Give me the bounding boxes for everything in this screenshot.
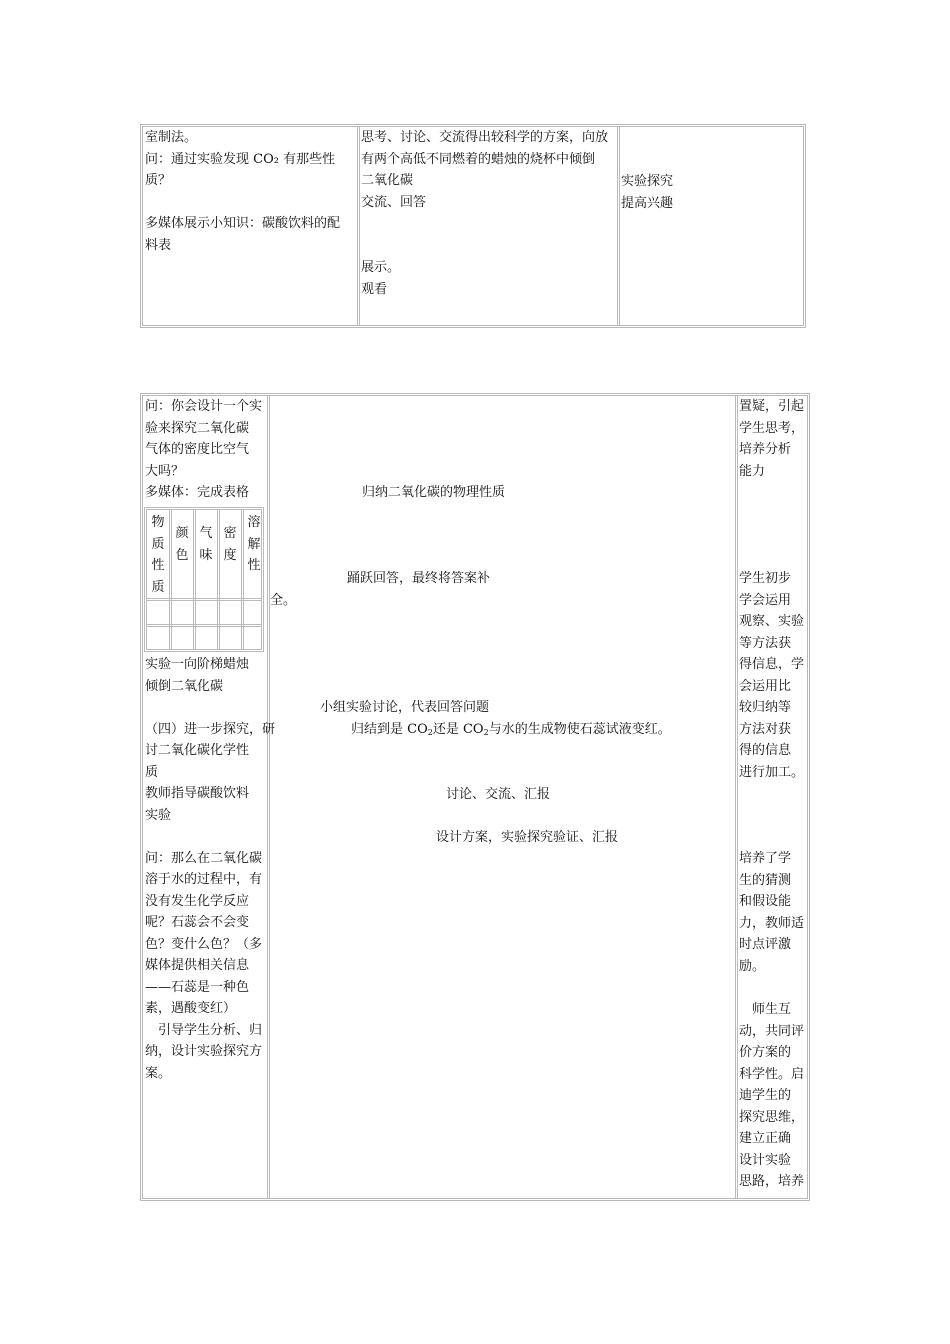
teacher-activity-cell — [145, 396, 262, 504]
text-line: 问：你会设计一个实 — [145, 399, 263, 414]
text-line: 交流、回答 — [361, 194, 427, 210]
design-intent-cell — [739, 396, 804, 482]
text-line: 置疑，引起 — [739, 399, 805, 414]
text-line: 教师指导碳酸饮料 — [145, 786, 250, 801]
text-line: 多媒体：完成表格 — [145, 485, 250, 500]
text-line: 溶于水的过程中，有 — [145, 872, 263, 887]
design-intent-cell — [621, 171, 673, 214]
text-line: 得的信息 — [739, 743, 792, 758]
text-line: 质 — [145, 764, 159, 780]
conclusion-part-3: 与水的生成物使石蕊试液变红。 — [488, 722, 671, 737]
design-intent-cell-3 — [739, 848, 804, 977]
text-line: 思考、讨论、交流得出较科学的方案，向放 — [361, 130, 609, 145]
header-cell-solubility: 溶解性 — [247, 515, 261, 573]
text-line: 方法对获 — [739, 721, 792, 737]
text-line: 提高兴趣 — [621, 195, 674, 211]
text-line: 问：那么在二氧化碳 — [145, 850, 263, 866]
text-line: ——石蕊是一种色 — [145, 979, 250, 995]
text-line: 学生初步 — [739, 571, 792, 586]
properties-table — [144, 507, 264, 652]
teacher-activity-cell — [145, 127, 340, 256]
conclusion-part-2: 还是 CO — [432, 722, 484, 737]
text-line: 媒体提供相关信息 — [145, 958, 250, 973]
text-line: 实验探究 — [621, 174, 674, 189]
row-divider — [147, 598, 261, 601]
text-line: 进行加工。 — [739, 764, 805, 780]
design-text: 设计方案，实验探究验证、汇报 — [436, 830, 619, 845]
header-cell-substance-property: 物质性质 — [151, 515, 165, 595]
column-divider — [169, 510, 172, 649]
text-line: 建立正确 — [739, 1131, 792, 1146]
text-line — [145, 697, 275, 719]
text-line: 大吗？ — [145, 463, 185, 479]
text-line: 等方法获 — [739, 635, 792, 651]
header-cell-density: 密度 — [223, 526, 237, 563]
subscript-2: 2 — [483, 728, 489, 737]
text-line: 素，遇酸变红） — [145, 1001, 237, 1016]
text-line: 展示。 — [361, 260, 401, 275]
text-line: 探究思维， — [739, 1109, 805, 1125]
text-line: 讨二氧化碳化学性 — [145, 743, 250, 758]
answer-text-continued: 全。 — [270, 593, 297, 608]
text-line: 料表 — [145, 237, 172, 253]
column-divider — [193, 510, 196, 649]
text-line: 观看 — [361, 281, 388, 297]
teacher-activity-cell-lower — [145, 654, 275, 1084]
header-cell-odor: 气味 — [199, 526, 213, 563]
text-line: 学生思考， — [739, 420, 805, 436]
text-line: 师生互 — [739, 1002, 792, 1017]
lesson-table-2 — [140, 393, 810, 1201]
text-line: 色？变什么色？（多 — [145, 936, 263, 952]
text-line: 较归纳等 — [739, 700, 792, 715]
text-line: 有两个高低不同燃着的蜡烛的烧杯中倾倒 — [361, 151, 596, 167]
text-line: 会运用比 — [739, 678, 792, 694]
text-line: 实验一向阶梯蜡烛 — [145, 657, 250, 672]
text-line: 问：通过实验发现 CO₂ 有那些性 — [145, 151, 336, 167]
discussion-text: 讨论、交流、汇报 — [446, 787, 551, 802]
text-line: 迪学生的 — [739, 1088, 792, 1103]
design-intent-cell-2 — [739, 568, 804, 783]
text-line: 生的猜测 — [739, 872, 792, 888]
text-line: 得信息，学 — [739, 657, 805, 672]
text-line: 科学性。启 — [739, 1066, 805, 1082]
text-line: 和假设能 — [739, 894, 792, 909]
subscript-2: 2 — [427, 728, 433, 737]
text-line — [145, 192, 340, 214]
text-line: 观察、实验 — [739, 614, 805, 629]
text-line: 气体的密度比空气 — [145, 442, 250, 457]
column-divider — [357, 127, 360, 325]
answer-text: 踊跃回答，最终将答案补 — [347, 571, 491, 586]
text-line: 培养分析 — [739, 442, 792, 457]
student-activity-cell — [361, 127, 608, 213]
text-line: 设计实验 — [739, 1152, 792, 1168]
row-divider — [147, 624, 261, 627]
text-line: 案。 — [145, 1065, 172, 1081]
conclusion-part-1: 归结到是 CO — [351, 722, 428, 737]
text-line: 培养了学 — [739, 851, 792, 866]
text-line: 呢？石蕊会不会变 — [145, 915, 250, 930]
text-line: 力，教师适 — [739, 915, 805, 931]
text-line: 验来探究二氧化碳 — [145, 420, 250, 436]
text-line: 质？ — [145, 173, 172, 188]
text-line: 室制法。 — [145, 130, 198, 145]
text-line: 多媒体展示小知识：碳酸饮料的配 — [145, 216, 341, 231]
column-divider — [617, 127, 620, 325]
text-line: 没有发生化学反应 — [145, 893, 250, 909]
text-line: 励。 — [739, 958, 766, 974]
column-divider — [217, 510, 220, 649]
conclusion-text — [351, 719, 671, 741]
header-cell-color: 颜色 — [175, 526, 189, 563]
text-line: 实验 — [145, 807, 172, 823]
text-line: 思路，培养 — [739, 1174, 805, 1189]
text-line: 倾倒二氧化碳 — [145, 678, 224, 694]
text-line: 引导学生分析、归 — [145, 1022, 263, 1038]
student-activity-cell-lower — [361, 257, 400, 300]
lesson-table-1 — [140, 124, 806, 328]
group-discussion-text: 小组实验讨论，代表回答问题 — [320, 700, 490, 715]
text-line: 价方案的 — [739, 1045, 792, 1060]
text-line: 纳，设计实验探究方 — [145, 1044, 263, 1059]
text-line: 二氧化碳 — [361, 173, 414, 188]
summary-text: 归纳二氧化碳的物理性质 — [362, 485, 506, 500]
text-line: 动，共同评 — [739, 1023, 805, 1039]
text-line — [145, 826, 275, 848]
text-line: 时点评激 — [739, 937, 792, 952]
design-intent-cell-4 — [739, 999, 804, 1193]
text-line: （四）进一步探究，研 — [145, 721, 276, 737]
text-line: 学会运用 — [739, 592, 792, 608]
text-line: 能力 — [739, 463, 766, 479]
column-divider — [735, 396, 738, 1198]
column-divider — [241, 510, 244, 649]
